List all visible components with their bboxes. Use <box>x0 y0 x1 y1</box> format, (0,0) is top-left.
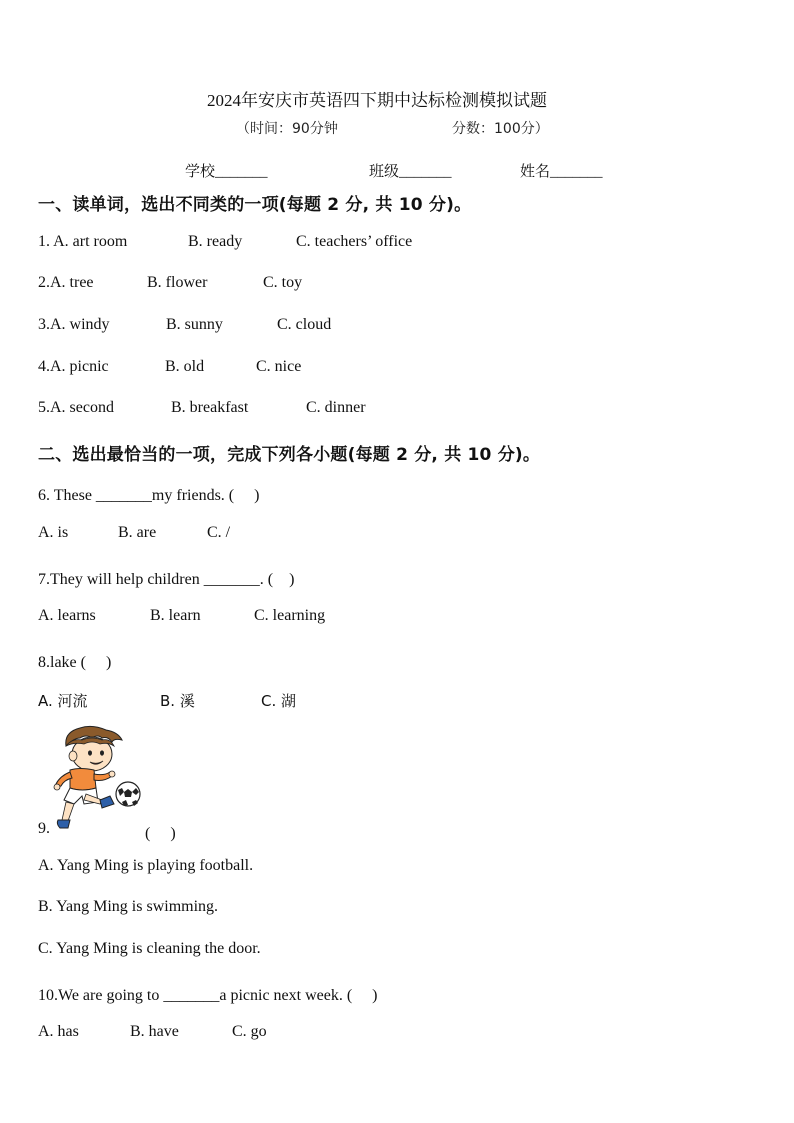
name-field[interactable]: 姓名_______ <box>520 164 603 180</box>
q8-option-b[interactable]: B. 溪 <box>160 692 195 710</box>
q1-option-b[interactable]: B. ready <box>188 233 243 250</box>
q6-option-a[interactable]: A. is <box>38 524 69 541</box>
q7-stem: 7.They will help children _______. ( ) <box>38 571 295 588</box>
q1-option-a[interactable]: 1. A. art room <box>38 233 128 250</box>
class-field[interactable]: 班级_______ <box>369 164 452 180</box>
q4-option-b[interactable]: B. old <box>165 358 205 375</box>
exam-time: （时间：90分钟 <box>236 121 338 137</box>
section2-heading: 二、选出最恰当的一项，完成下列各小题(每题 2 分, 共 10 分)。 <box>38 445 541 465</box>
q9-option-b[interactable]: B. Yang Ming is swimming. <box>38 898 219 915</box>
q8-option-c[interactable]: C. 湖 <box>261 692 297 710</box>
q4-option-a[interactable]: 4.A. picnic <box>38 358 109 375</box>
q3-option-c[interactable]: C. cloud <box>277 316 332 333</box>
q5-option-a[interactable]: 5.A. second <box>38 399 114 416</box>
q3-option-b[interactable]: B. sunny <box>166 316 223 333</box>
q2-option-b[interactable]: B. flower <box>147 274 208 291</box>
q7-option-a[interactable]: A. learns <box>38 607 96 624</box>
q10-option-c[interactable]: C. go <box>232 1023 267 1040</box>
q8-stem: 8.lake ( ) <box>38 654 112 671</box>
q10-stem: 10.We are going to _______a picnic next week. ( ) <box>38 987 378 1004</box>
q6-option-b[interactable]: B. are <box>118 524 157 541</box>
q2-option-a[interactable]: 2.A. tree <box>38 274 94 291</box>
exam-title: 2024年安庆市英语四下期中达标检测模拟试题 <box>207 91 547 110</box>
school-field[interactable]: 学校_______ <box>185 164 268 180</box>
q4-option-c[interactable]: C. nice <box>256 358 302 375</box>
exam-score: 分数：100分） <box>452 121 549 137</box>
q7-option-c[interactable]: C. learning <box>254 607 326 624</box>
q7-option-b[interactable]: B. learn <box>150 607 201 624</box>
q8-option-a[interactable]: A. 河流 <box>38 692 88 710</box>
q9-option-c[interactable]: C. Yang Ming is cleaning the door. <box>38 940 261 957</box>
q10-option-a[interactable]: A. has <box>38 1023 79 1040</box>
q3-option-a[interactable]: 3.A. windy <box>38 316 110 333</box>
q9-number: 9. <box>38 820 50 837</box>
q5-option-b[interactable]: B. breakfast <box>171 399 249 416</box>
q6-stem: 6. These _______my friends. ( ) <box>38 487 260 504</box>
q2-option-c[interactable]: C. toy <box>263 274 303 291</box>
q6-option-c[interactable]: C. / <box>207 524 231 541</box>
q9-answer-blank[interactable]: ( ) <box>145 825 176 842</box>
q1-option-c[interactable]: C. teachers’ office <box>296 233 413 250</box>
q9-option-a[interactable]: A. Yang Ming is playing football. <box>38 857 254 874</box>
section1-heading: 一、读单词，选出不同类的一项(每题 2 分, 共 10 分)。 <box>38 195 472 215</box>
q10-option-b[interactable]: B. have <box>130 1023 179 1040</box>
boy-playing-football-image <box>52 724 147 834</box>
q5-option-c[interactable]: C. dinner <box>306 399 366 416</box>
